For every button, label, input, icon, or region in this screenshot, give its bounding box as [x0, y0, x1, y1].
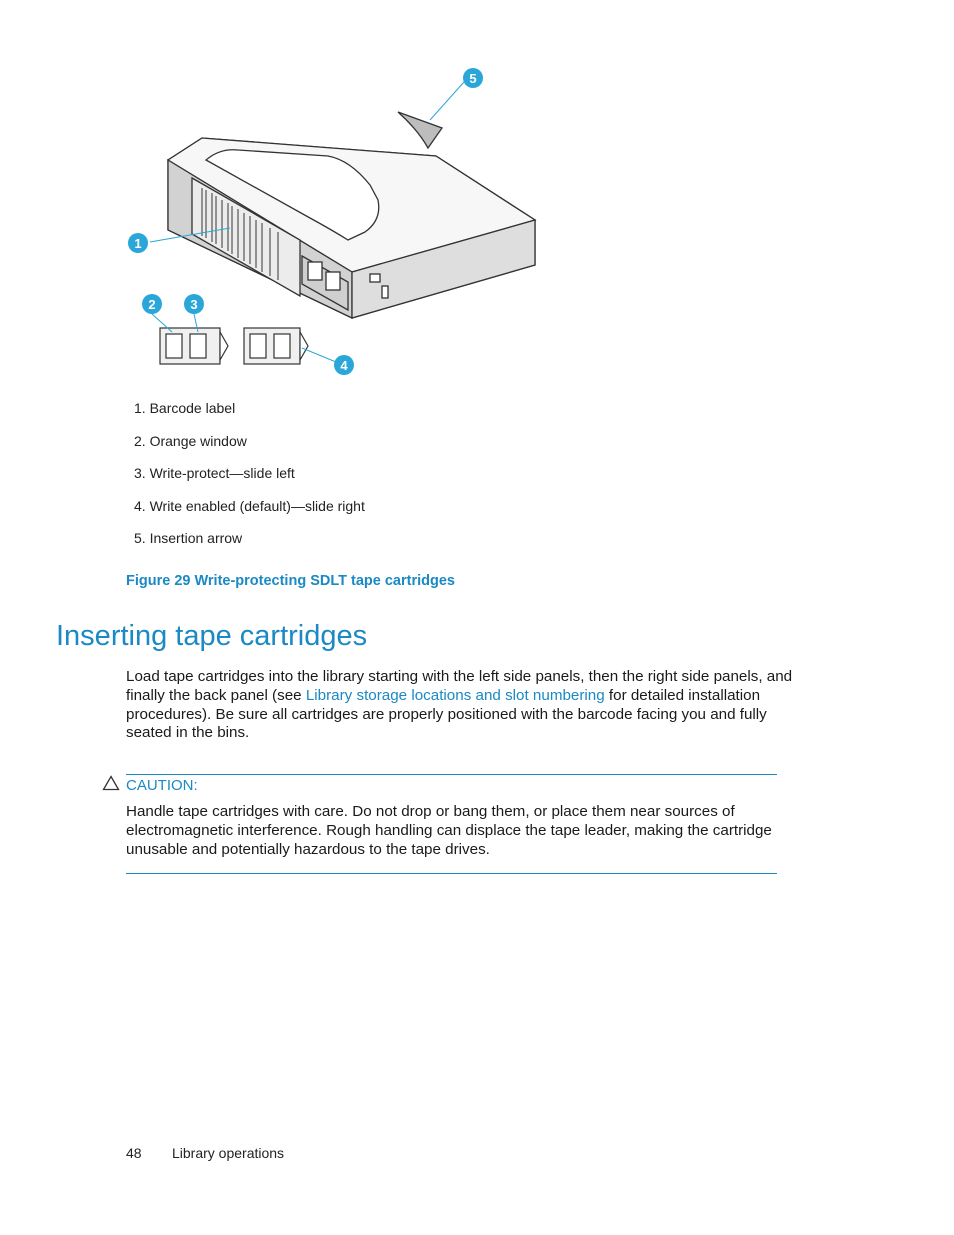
body-text-before-link: Load tape cartridges into the library starting with the left side panels, then the right side panels, and finally the back panel (see: [126, 668, 793, 704]
callout-4: [334, 355, 354, 375]
library-storage-link[interactable]: Library storage locations and slot numbering: [305, 686, 605, 704]
sdlt-cartridge-figure: [120, 60, 550, 390]
switch-write-enabled: [244, 328, 308, 364]
figure-caption-number: Figure 29: [126, 573, 191, 589]
callout-3: [184, 294, 204, 314]
warning-triangle-icon: [102, 775, 120, 791]
callout-1: [128, 233, 148, 253]
caution-top-rule: [126, 774, 777, 775]
switch-write-protect: [160, 328, 228, 364]
legend-item: 4. Write enabled (default)—slide right: [134, 497, 365, 514]
body-text-after-link: for detailed installation procedures). Be sure all cartridges are properly positioned with the barcode facing you and fully seated in the bins.: [126, 686, 767, 742]
callout-2: [142, 294, 162, 314]
section-heading: Inserting tape cartridges: [56, 620, 368, 652]
svg-text:3: 3: [190, 297, 198, 312]
footer-section: Library operations: [172, 1145, 285, 1161]
page-number: 48: [126, 1145, 142, 1161]
figure-caption-title: Write-protecting SDLT tape cartridges: [194, 573, 455, 589]
legend-item: 2. Orange window: [134, 432, 247, 449]
legend-item: 1. Barcode label: [134, 400, 236, 416]
figure-legend: [134, 400, 365, 563]
caution-label: CAUTION:: [126, 777, 198, 794]
svg-text:4: 4: [340, 358, 348, 373]
section-body: [126, 668, 806, 743]
legend-item: 3. Write-protect—slide left: [134, 465, 295, 482]
legend-item: 5. Insertion arrow: [134, 530, 243, 547]
figure-caption: [126, 573, 455, 589]
svg-text:5: 5: [469, 71, 477, 86]
cartridge-illustration: [168, 112, 535, 318]
svg-text:2: 2: [148, 297, 156, 312]
caution-bottom-rule: [126, 873, 777, 874]
caution-text: Handle tape cartridges with care. Do not drop or bang them, or place them near sources of electromagnetic interference. Rough handling can displace the tape leader, making the cartridge unusable and potentially hazardous to the tape drives.: [126, 803, 772, 858]
callout-5: [463, 68, 483, 88]
svg-text:1: 1: [134, 236, 142, 251]
